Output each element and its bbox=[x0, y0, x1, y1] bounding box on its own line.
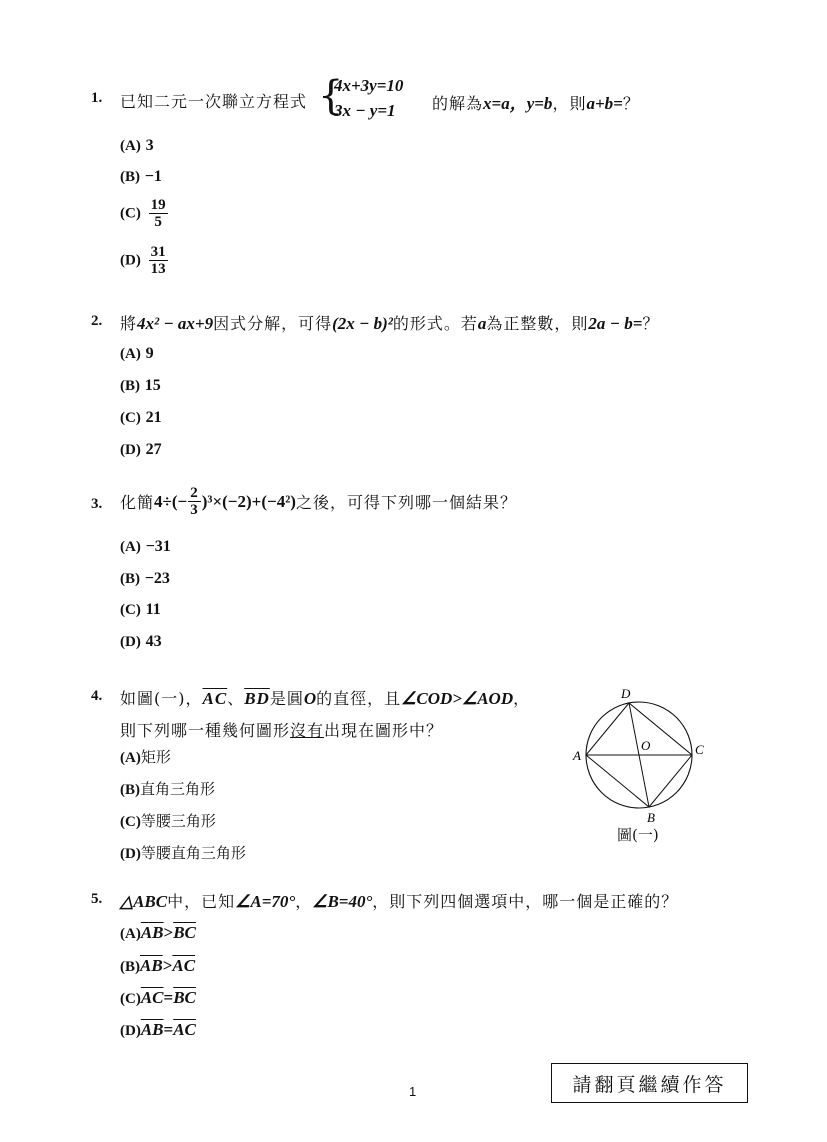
figure-caption: 圖(一) bbox=[617, 826, 659, 844]
question-1-stem-intro: 已知二元一次聯立方程式 bbox=[120, 92, 308, 111]
option-value: −23 bbox=[144, 570, 170, 587]
question-1-option-c[interactable] bbox=[120, 197, 168, 230]
q2-text-intro: 將 bbox=[120, 314, 138, 333]
option-label: (B) bbox=[120, 378, 140, 394]
segment-left: $\overline{AC}$ bbox=[140, 988, 164, 1007]
option-value: 矩形 bbox=[140, 748, 171, 766]
option-label: (D) bbox=[120, 442, 141, 458]
q2-text-positive: 為正整數，則 bbox=[486, 314, 589, 333]
question-5-option-b[interactable] bbox=[120, 956, 195, 976]
q2-factored-form: (2x − b)² bbox=[332, 314, 393, 333]
question-2-option-a[interactable] bbox=[120, 344, 154, 363]
question-2-option-d[interactable] bbox=[120, 440, 162, 459]
question-5-stem bbox=[120, 889, 678, 912]
q3-expression-end: )³×(−2)+(−4²) bbox=[201, 491, 296, 511]
fraction-denominator: 5 bbox=[154, 214, 162, 230]
q1-question-mark: ？ bbox=[622, 94, 640, 113]
option-label: (A) bbox=[120, 750, 141, 766]
q1-text-then: ，則 bbox=[552, 94, 587, 113]
option-label: (A) bbox=[120, 346, 141, 362]
question-4-option-c[interactable] bbox=[120, 810, 216, 831]
label-a: A bbox=[573, 748, 581, 763]
q5-text-given: 中，已知 bbox=[167, 892, 236, 911]
q4-angle-condition: ∠COD>∠AOD bbox=[401, 689, 514, 708]
option-value: 等腰三角形 bbox=[140, 812, 216, 830]
option-label: (C) bbox=[120, 991, 141, 1007]
question-2-number: 2. bbox=[91, 313, 103, 329]
option-label: (D) bbox=[120, 252, 141, 269]
q3-text-result: 之後，可得下列哪一個結果？ bbox=[295, 493, 517, 512]
segment-left: $\overline{AB}$ bbox=[140, 923, 164, 942]
question-5-option-c[interactable] bbox=[120, 988, 196, 1008]
option-label: (D) bbox=[120, 634, 141, 650]
option-label: (A) bbox=[120, 926, 141, 942]
q3-text-simplify: 化簡 bbox=[120, 493, 155, 512]
fraction-numerator: 19 bbox=[150, 197, 166, 213]
q5-triangle: △ABC bbox=[120, 892, 168, 911]
segment-right: $\overline{AC}$ bbox=[172, 956, 196, 975]
page-number: 1 bbox=[409, 1084, 417, 1099]
equation-1: 4x+3y=10 bbox=[334, 76, 404, 95]
option-value: 9 bbox=[145, 345, 154, 362]
relation: = bbox=[163, 988, 174, 1007]
question-5-number: 5. bbox=[91, 891, 103, 907]
option-label: (A) bbox=[120, 539, 141, 555]
option-value: 15 bbox=[144, 377, 161, 394]
question-1-option-a[interactable] bbox=[120, 136, 154, 155]
question-3-option-d[interactable] bbox=[120, 632, 162, 651]
q4-text-which: 則下列哪一種幾何圖形 bbox=[120, 721, 291, 740]
continue-next-page-box: 請翻頁繼續作答 bbox=[551, 1063, 748, 1103]
fraction bbox=[149, 197, 168, 230]
relation: = bbox=[163, 1020, 174, 1039]
question-3-option-a[interactable] bbox=[120, 537, 171, 556]
q4-segment-ac: $\overline{AC}$ bbox=[202, 689, 228, 708]
option-label: (B) bbox=[120, 169, 140, 185]
label-c: C bbox=[695, 742, 704, 757]
option-value: 直角三角形 bbox=[140, 780, 216, 798]
label-b: B bbox=[647, 810, 655, 825]
question-3-number: 3. bbox=[91, 496, 103, 512]
q2-question-mark: ？ bbox=[642, 314, 660, 333]
q2-target: 2a − b= bbox=[588, 314, 643, 333]
q2-variable-a: a bbox=[477, 314, 487, 333]
question-3-stem bbox=[120, 485, 517, 518]
segment-right: $\overline{BC}$ bbox=[173, 923, 196, 942]
option-label: (A) bbox=[120, 138, 141, 154]
q4-circle-o: O bbox=[303, 689, 317, 708]
question-4-option-a[interactable] bbox=[120, 746, 171, 767]
q4-text-figure-ref: 如圖(一)， bbox=[120, 689, 203, 708]
question-3-option-c[interactable] bbox=[120, 600, 161, 619]
question-1-number: 1. bbox=[91, 90, 103, 106]
question-4-option-b[interactable] bbox=[120, 778, 215, 799]
q4-text-appears: 出現在圖形中？ bbox=[324, 721, 444, 740]
question-3-option-b[interactable] bbox=[120, 569, 170, 588]
q5-text-question: ，則下列四個選項中，哪一個是正確的？ bbox=[372, 892, 679, 911]
q1-condition: x=a，y=b bbox=[483, 94, 553, 113]
option-value: 11 bbox=[145, 601, 161, 618]
q3-expression-start: 4÷(− bbox=[154, 491, 188, 511]
q1-target: a+b= bbox=[586, 94, 623, 113]
fraction-numerator: 2 bbox=[190, 485, 199, 501]
q2-text-form: 的形式。若 bbox=[392, 314, 478, 333]
fraction-denominator: 3 bbox=[190, 502, 199, 518]
option-label: (D) bbox=[120, 846, 141, 862]
q4-underlined-not: 沒有 bbox=[290, 721, 325, 740]
option-value: 27 bbox=[145, 441, 162, 458]
question-2-option-b[interactable] bbox=[120, 376, 161, 395]
option-label: (B) bbox=[120, 782, 140, 798]
relation: > bbox=[162, 956, 173, 975]
option-label: (C) bbox=[120, 410, 141, 426]
segment-right: $\overline{AC}$ bbox=[173, 1020, 196, 1039]
option-label: (C) bbox=[120, 602, 141, 618]
q4-separator: 、 bbox=[227, 689, 245, 708]
option-value: 3 bbox=[145, 137, 154, 154]
option-value: −31 bbox=[145, 538, 171, 555]
q2-text-factor: 因式分解，可得 bbox=[213, 314, 333, 333]
q1-text-solution: 的解為 bbox=[432, 94, 484, 113]
option-label: (D) bbox=[120, 1023, 141, 1039]
segment-left: $\overline{AB}$ bbox=[140, 956, 163, 975]
option-label: (C) bbox=[120, 814, 141, 830]
q4-comma: ， bbox=[513, 689, 531, 708]
fraction-denominator: 13 bbox=[150, 261, 166, 277]
question-1-stem-body bbox=[432, 89, 640, 114]
question-5-option-d[interactable] bbox=[120, 1020, 196, 1040]
label-o: O bbox=[641, 738, 651, 753]
question-1-option-d[interactable] bbox=[120, 244, 168, 277]
question-2-stem bbox=[120, 311, 659, 334]
q2-expression: 4x² − ax+9 bbox=[137, 314, 214, 333]
q4-text-circle: 是圓 bbox=[269, 689, 304, 708]
question-1-option-b[interactable] bbox=[120, 167, 162, 186]
fraction-numerator: 31 bbox=[150, 244, 166, 260]
segment-right: $\overline{BC}$ bbox=[173, 988, 196, 1007]
option-label: (C) bbox=[120, 205, 141, 222]
q4-segment-bd: $\overline{BD}$ bbox=[244, 689, 270, 708]
system-brace: { bbox=[318, 73, 344, 119]
q5-angle-b: ∠B=40° bbox=[312, 892, 373, 911]
question-4-option-d[interactable] bbox=[120, 842, 246, 863]
question-4-stem-line2 bbox=[120, 718, 443, 741]
q4-text-diameter: 的直徑，且 bbox=[316, 689, 402, 708]
question-4-number: 4. bbox=[91, 688, 103, 704]
fraction bbox=[188, 485, 201, 518]
segment-left: $\overline{AB}$ bbox=[140, 1020, 164, 1039]
option-value: 等腰直角三角形 bbox=[140, 844, 246, 862]
question-5-option-a[interactable] bbox=[120, 923, 196, 943]
option-label: (B) bbox=[120, 959, 140, 975]
equation-2: 3x − y=1 bbox=[334, 101, 396, 120]
question-4-stem-line1 bbox=[120, 686, 530, 709]
q5-angle-a: ∠A=70° bbox=[235, 892, 296, 911]
option-value: 21 bbox=[145, 409, 162, 426]
option-value: −1 bbox=[144, 168, 162, 185]
question-2-option-c[interactable] bbox=[120, 408, 162, 427]
relation: > bbox=[163, 923, 174, 942]
option-label: (B) bbox=[120, 571, 140, 587]
fraction bbox=[149, 244, 168, 277]
option-value: 43 bbox=[145, 633, 162, 650]
label-d: D bbox=[621, 686, 631, 701]
q5-comma: ， bbox=[295, 892, 313, 911]
